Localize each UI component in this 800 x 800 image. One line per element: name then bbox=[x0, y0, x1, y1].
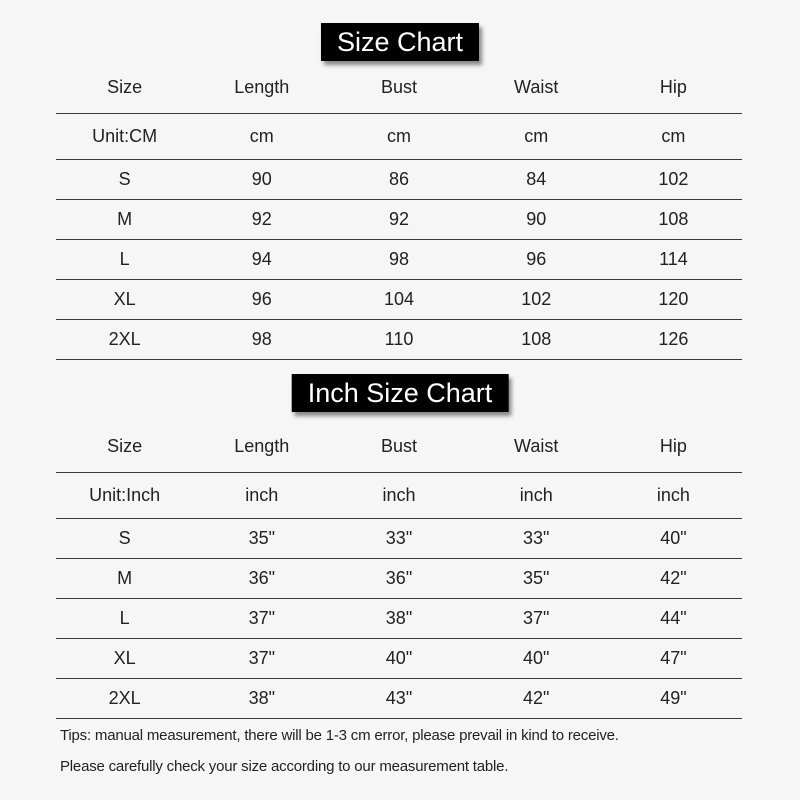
cm-header-waist: Waist bbox=[514, 77, 559, 97]
cm-header-length: Length bbox=[234, 77, 290, 97]
cm-header-hip: Hip bbox=[659, 77, 687, 97]
cm-cell-waist: 102 bbox=[521, 289, 552, 309]
cm-table-row bbox=[56, 240, 742, 280]
cm-cell-bust: 104 bbox=[383, 289, 415, 309]
cm-size-table bbox=[56, 62, 742, 360]
cm-cell-bust: 92 bbox=[388, 209, 410, 229]
cm-cell-size: XL bbox=[113, 289, 136, 309]
inch-header-bust: Bust bbox=[380, 436, 418, 456]
inch-cell-waist: 42" bbox=[523, 688, 550, 708]
inch-cell-length: 38" bbox=[248, 688, 276, 708]
cm-cell-length: 98 bbox=[251, 329, 272, 349]
cm-cell-hip: 120 bbox=[658, 289, 689, 309]
cm-unit-row bbox=[56, 114, 742, 160]
inch-header-hip: Hip bbox=[659, 436, 687, 456]
cm-unit-waist: cm bbox=[524, 126, 549, 146]
cm-cell-waist: 84 bbox=[526, 169, 547, 189]
inch-cell-bust: 43" bbox=[385, 688, 413, 708]
inch-cell-hip: 47" bbox=[660, 648, 687, 668]
inch-cell-waist: 40" bbox=[523, 648, 550, 668]
inch-cell-length: 36" bbox=[248, 568, 276, 588]
cm-header-row bbox=[56, 62, 742, 114]
cm-cell-size: L bbox=[119, 249, 130, 269]
inch-cell-size: L bbox=[119, 608, 130, 628]
cm-header-bust: Bust bbox=[380, 77, 418, 97]
cm-table-row bbox=[56, 320, 742, 360]
inch-cell-waist: 37" bbox=[523, 608, 550, 628]
cm-cell-length: 94 bbox=[251, 249, 272, 269]
cm-cell-hip: 102 bbox=[658, 169, 689, 189]
cm-unit-length: cm bbox=[249, 126, 274, 146]
cm-cell-bust: 86 bbox=[388, 169, 410, 189]
inch-unit-hip: inch bbox=[656, 485, 690, 505]
cm-cell-waist: 90 bbox=[526, 209, 547, 229]
inch-cell-hip: 42" bbox=[660, 568, 687, 588]
inch-unit-length: inch bbox=[245, 485, 279, 505]
cm-cell-length: 96 bbox=[251, 289, 272, 309]
cm-table-row bbox=[56, 160, 742, 200]
inch-table-row bbox=[56, 519, 742, 559]
inch-table-row bbox=[56, 639, 742, 679]
inch-cell-bust: 40" bbox=[385, 648, 413, 668]
cm-header-size: Size bbox=[107, 77, 143, 97]
cm-cell-waist: 108 bbox=[521, 329, 552, 349]
inch-unit-row bbox=[56, 473, 742, 519]
inch-unit-waist: inch bbox=[519, 485, 553, 505]
inch-cell-hip: 44" bbox=[660, 608, 687, 628]
inch-header-waist: Waist bbox=[514, 436, 559, 456]
inch-header-size: Size bbox=[107, 436, 143, 456]
inch-size-table bbox=[56, 421, 742, 719]
inch-cell-size: M bbox=[117, 568, 133, 588]
inch-cell-length: 37" bbox=[248, 608, 276, 628]
cm-cell-size: 2XL bbox=[108, 329, 141, 349]
cm-cell-waist: 96 bbox=[526, 249, 547, 269]
inch-cell-waist: 35" bbox=[523, 568, 550, 588]
cm-cell-hip: 108 bbox=[658, 209, 689, 229]
inch-cell-bust: 38" bbox=[385, 608, 413, 628]
measurement-tip: Tips: manual measurement, there will be 1-3 cm error, please prevail in kind to receive. bbox=[60, 727, 619, 744]
inch-cell-bust: 33" bbox=[385, 528, 413, 548]
cm-unit-hip: cm bbox=[661, 126, 686, 146]
cm-cell-bust: 98 bbox=[388, 249, 410, 269]
cm-cell-hip: 114 bbox=[659, 249, 688, 269]
inch-cell-size: S bbox=[118, 528, 131, 548]
inch-cell-length: 37" bbox=[248, 648, 276, 668]
cm-cell-bust: 110 bbox=[384, 329, 414, 349]
size-check-note: Please carefully check your size according to our measurement table. bbox=[60, 758, 509, 775]
inch-header-row bbox=[56, 421, 742, 473]
cm-cell-size: S bbox=[118, 169, 131, 189]
inch-cell-bust: 36" bbox=[385, 568, 413, 588]
cm-cell-length: 90 bbox=[251, 169, 272, 189]
inch-cell-size: 2XL bbox=[108, 688, 141, 708]
cm-size-chart-title: Size Chart bbox=[321, 23, 479, 61]
inch-cell-size: XL bbox=[113, 648, 136, 668]
inch-unit-size: Unit:Inch bbox=[89, 485, 161, 505]
cm-unit-size: Unit:CM bbox=[92, 126, 158, 146]
inch-cell-waist: 33" bbox=[523, 528, 550, 548]
cm-table-row bbox=[56, 280, 742, 320]
inch-unit-bust: inch bbox=[382, 485, 416, 505]
cm-cell-hip: 126 bbox=[658, 329, 689, 349]
cm-unit-bust: cm bbox=[387, 126, 411, 146]
inch-table-row bbox=[56, 559, 742, 599]
cm-cell-length: 92 bbox=[251, 209, 272, 229]
inch-size-chart-title: Inch Size Chart bbox=[292, 374, 509, 412]
inch-table-row bbox=[56, 679, 742, 719]
cm-cell-size: M bbox=[117, 209, 133, 229]
inch-cell-hip: 49" bbox=[660, 688, 687, 708]
inch-header-length: Length bbox=[234, 436, 290, 456]
cm-table-row bbox=[56, 200, 742, 240]
inch-cell-hip: 40" bbox=[660, 528, 687, 548]
inch-table-row bbox=[56, 599, 742, 639]
inch-cell-length: 35" bbox=[248, 528, 276, 548]
